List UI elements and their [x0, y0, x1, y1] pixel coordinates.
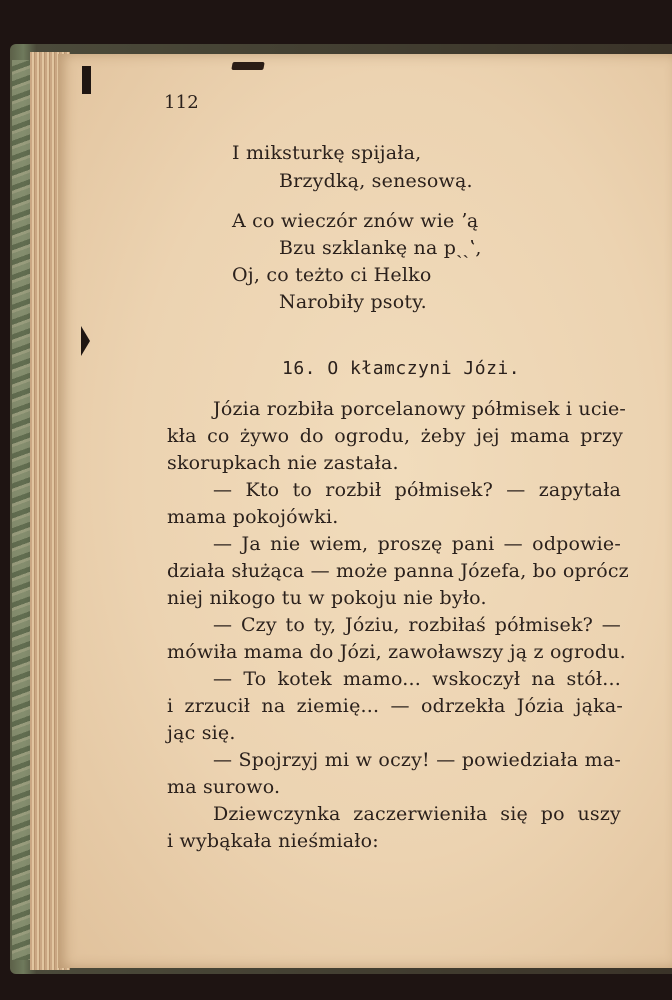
- section-heading: 16. O kłamczyni Józi.: [282, 358, 521, 379]
- prose-line: niej nikogo tu w pokoju nie było.: [167, 587, 487, 609]
- prose-line: mówiła mama do Józi, zawoławszy ją z ogrodu.: [167, 641, 626, 663]
- poem-line: Oj, co teżto ci Helko: [232, 264, 432, 286]
- prose-line: Józia rozbiła porcelanowy półmisek i ucie-: [213, 398, 627, 420]
- poem-line: Narobiły psoty.: [279, 291, 427, 313]
- prose-line: skorupkach nie zastała.: [167, 452, 399, 474]
- prose-line: — Ja nie wiem, proszę pani — odpowie-: [213, 533, 621, 555]
- prose-line: — To kotek mamo... wskoczył na stół...: [213, 668, 621, 690]
- prose-line: ma surowo.: [167, 776, 281, 798]
- poem-line: A co wieczór znów wie ʼą: [232, 210, 479, 232]
- marbled-cover-edge: [12, 60, 32, 960]
- prose-line: — Spojrzyj mi w oczy! — powiedziała ma-: [213, 749, 621, 771]
- ink-mark-top: [231, 62, 264, 70]
- prose-line: działa służąca — może panna Józefa, bo oprócz: [167, 560, 629, 582]
- prose-line: Dziewczynka zaczerwieniła się po uszy: [213, 803, 621, 825]
- prose-line: — Kto to rozbił półmisek? — zapytała: [213, 479, 621, 501]
- prose-line: i wybąkała nieśmiało:: [167, 830, 379, 852]
- ink-mark-left-top: [82, 66, 91, 94]
- prose-line: — Czy to ty, Józiu, rozbiłaś półmisek? —: [213, 614, 621, 636]
- prose-line: i zrzucił na ziemię... — odrzekła Józia jąka-: [167, 695, 623, 717]
- prose-line: jąc się.: [167, 722, 236, 744]
- prose-line: mama pokojówki.: [167, 506, 339, 528]
- page-number: 112: [164, 92, 199, 113]
- poem-line: Brzydką, senesową.: [279, 170, 473, 192]
- prose-line: kła co żywo do ogrodu, żeby jej mama przy: [167, 425, 623, 447]
- poem-line: Bzu szklankę na pˎˏʽ,: [279, 237, 482, 259]
- poem-line: I miksturkę spijała,: [232, 142, 422, 164]
